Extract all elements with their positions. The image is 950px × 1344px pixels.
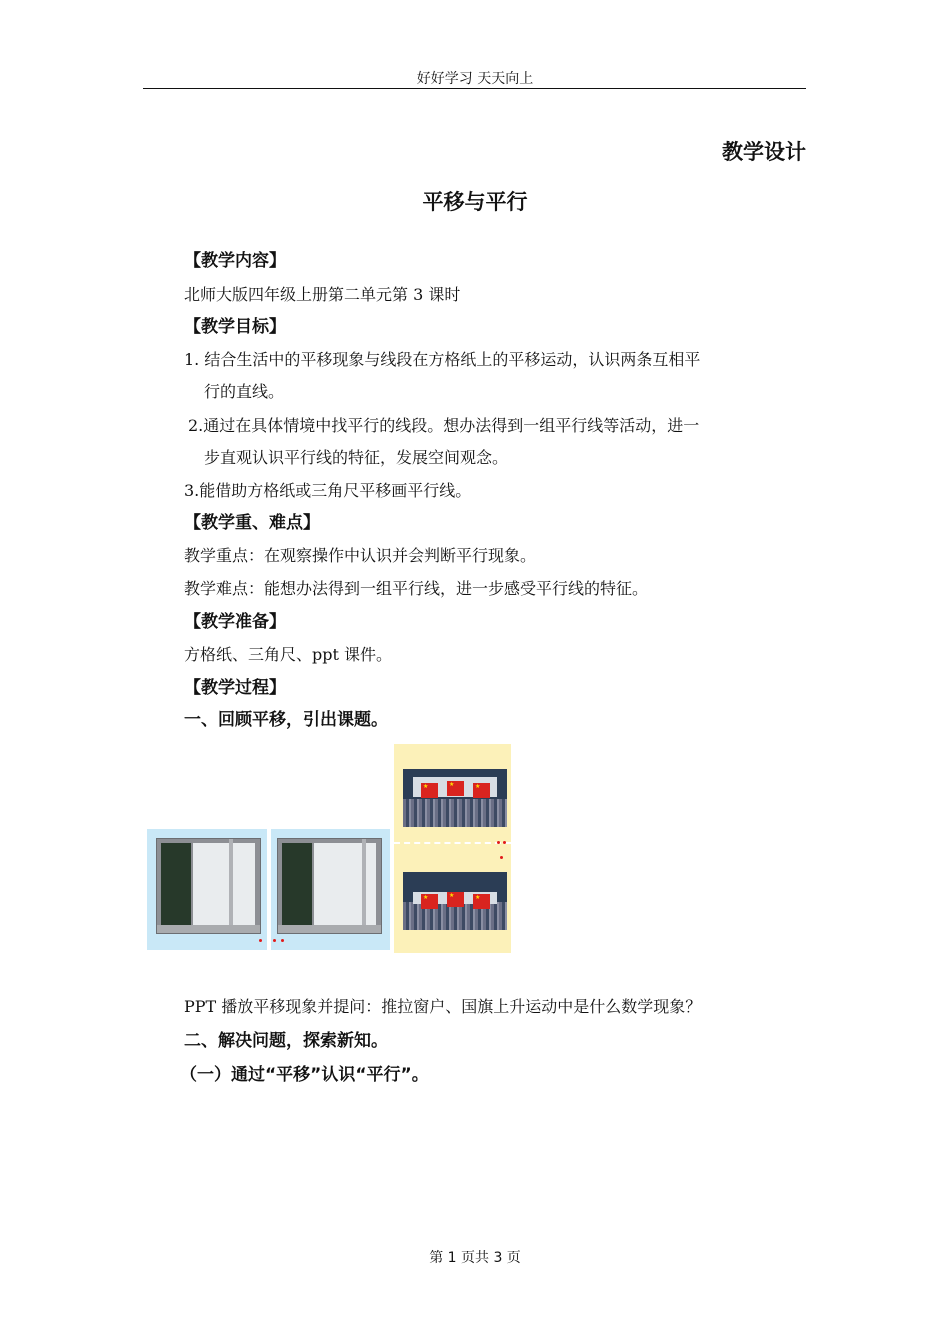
crowd [403, 799, 507, 827]
marker-dot [500, 856, 503, 859]
document-title: 平移与平行 [422, 190, 528, 214]
goals-heading: 【教学目标】 [184, 317, 286, 337]
content-text: 北师大版四年级上册第二单元第 3 课时 [184, 285, 461, 304]
dashed-guide [394, 842, 511, 844]
document-type: 教学设计 [722, 140, 806, 164]
goal-3: 3.能借助方格纸或三角尺平移画平行线。 [184, 481, 472, 500]
header-rule [143, 88, 806, 89]
flag-icon: ★ [447, 892, 464, 907]
marker-dot [273, 939, 276, 942]
difficulty-text: 教学难点：能想办法得到一组平行线，进一步感受平行线的特征。 [184, 579, 649, 598]
marker-dot [503, 841, 506, 844]
sliding-window-illustration [147, 829, 390, 950]
flag-icon: ★ [473, 894, 490, 909]
marker-dot [497, 841, 500, 844]
step-1-heading: 一、回顾平移，引出课题。 [184, 710, 388, 730]
keypoint-text: 教学重点：在观察操作中认识并会判断平行现象。 [184, 546, 537, 565]
marker-dot [259, 939, 262, 942]
step-1-text: PPT 播放平移现象并提问：推拉窗户、国旗上升运动中是什么数学现象？ [184, 997, 702, 1016]
prep-heading: 【教学准备】 [184, 612, 286, 632]
marker-dot [281, 939, 284, 942]
window-frame-right [277, 838, 382, 934]
window-sill [278, 925, 381, 933]
page-footer: 第 1 页共 3 页 [429, 1250, 521, 1266]
header-motto: 好好学习 天天向上 [416, 71, 534, 87]
flag-icon: ★ [421, 894, 438, 909]
window-glass [314, 843, 362, 925]
window-seam [267, 829, 271, 950]
goal-2-line-2: 步直观认识平行线的特征，发展空间观念。 [204, 448, 509, 467]
window-sill [157, 925, 260, 933]
flag-icon: ★ [473, 783, 490, 798]
window-glass [366, 843, 376, 925]
goal-1-line-2: 行的直线。 [204, 382, 285, 401]
keypoints-heading: 【教学重、难点】 [184, 513, 320, 533]
window-frame-left [156, 838, 261, 934]
content-heading: 【教学内容】 [184, 251, 286, 271]
step-2-sub-heading: （一）通过“平移”认识“平行”。 [180, 1065, 429, 1085]
process-heading: 【教学过程】 [184, 678, 286, 698]
goal-2-line-1: 2.通过在具体情境中找平行的线段。想办法得到一组平行线等活动，进一 [188, 416, 700, 435]
window-glass [233, 843, 255, 925]
window-glass [193, 843, 229, 925]
goal-1-line-1: 1. 结合生活中的平移现象与线段在方格纸上的平移运动，认识两条互相平 [184, 350, 701, 369]
step-2-heading: 二、解决问题，探索新知。 [184, 1031, 388, 1051]
flag-icon: ★ [447, 781, 464, 796]
stadium-photo-top [403, 769, 507, 827]
window-pane-dark [161, 843, 191, 925]
flag-raising-illustration [394, 744, 511, 953]
flag-icon: ★ [421, 783, 438, 798]
window-pane-dark [282, 843, 312, 925]
prep-text: 方格纸、三角尺、ppt 课件。 [184, 645, 393, 664]
stadium-photo-bottom [403, 872, 507, 930]
